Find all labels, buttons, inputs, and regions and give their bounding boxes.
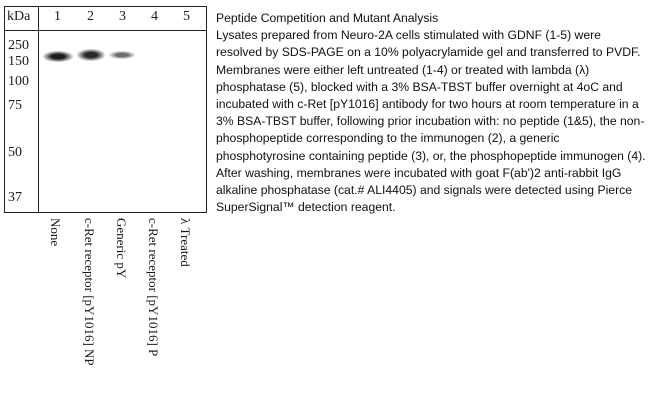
lane-label-5: λ Treated [178,218,193,267]
band-lane-1 [43,51,73,62]
caption-title: Peptide Competition and Mutant Analysis [216,11,439,25]
lane-label-5-wrap [176,218,194,400]
lane-number-5: 5 [183,9,190,24]
caption-body: Lysates prepared from Neuro-2A cells stimulated with GDNF (1-5) were resolved by SDS-PAGE on a 10% polyacrylamide gel and transferred to PVDF. Membranes were either left untreated (1-4) or treated with lambda (λ) phosphatase (5), blocked with a 3% BSA-TBST buffer overnight at 4oC and incubated with c-Ret [pY1016] antibody for two hours at room temperature in a 3% BSA-TBST buffer, following prior incubation with: no peptide (1&5), the non-phosphopeptide corresponding to the immunogen (2), a generic phosphotyrosine containing peptide (3), or, the phosphopeptide immunogen (4). After washing, membranes were incubated with goat F(ab')2 anti-rabbit IgG alkaline phosphatase (cat.# ALI4405) and signals were detected using Pierce SuperSignal™ detection reagent. [216,28,646,215]
western-blot-figure [0,0,215,405]
marker-37: 37 [8,190,22,205]
lane-number-4: 4 [151,9,158,24]
lane-label-2: c-Ret receptor [pY1016] NP [82,218,97,366]
blot-lanes [39,31,206,212]
lane-label-4-wrap [144,218,162,400]
lane-label-4: c-Ret receptor [pY1016] P [146,218,161,357]
marker-150: 150 [8,54,29,69]
figure-caption [216,10,648,216]
kda-label: kDa [7,9,31,24]
lane-label-1-wrap [46,218,64,400]
lane-label-3-wrap [112,218,130,400]
marker-50: 50 [8,145,22,160]
marker-100: 100 [8,74,29,89]
lane-label-2-wrap [80,218,98,400]
band-lane-3 [109,51,135,59]
lane-number-1: 1 [54,9,61,24]
lane-number-2: 2 [87,9,94,24]
marker-75: 75 [8,98,22,113]
lane-number-3: 3 [119,9,126,24]
lane-label-3: Generic pY [114,218,129,279]
marker-250: 250 [8,38,29,53]
band-lane-2 [77,49,105,61]
header-row [4,6,210,28]
lane-label-1: None [48,218,63,247]
